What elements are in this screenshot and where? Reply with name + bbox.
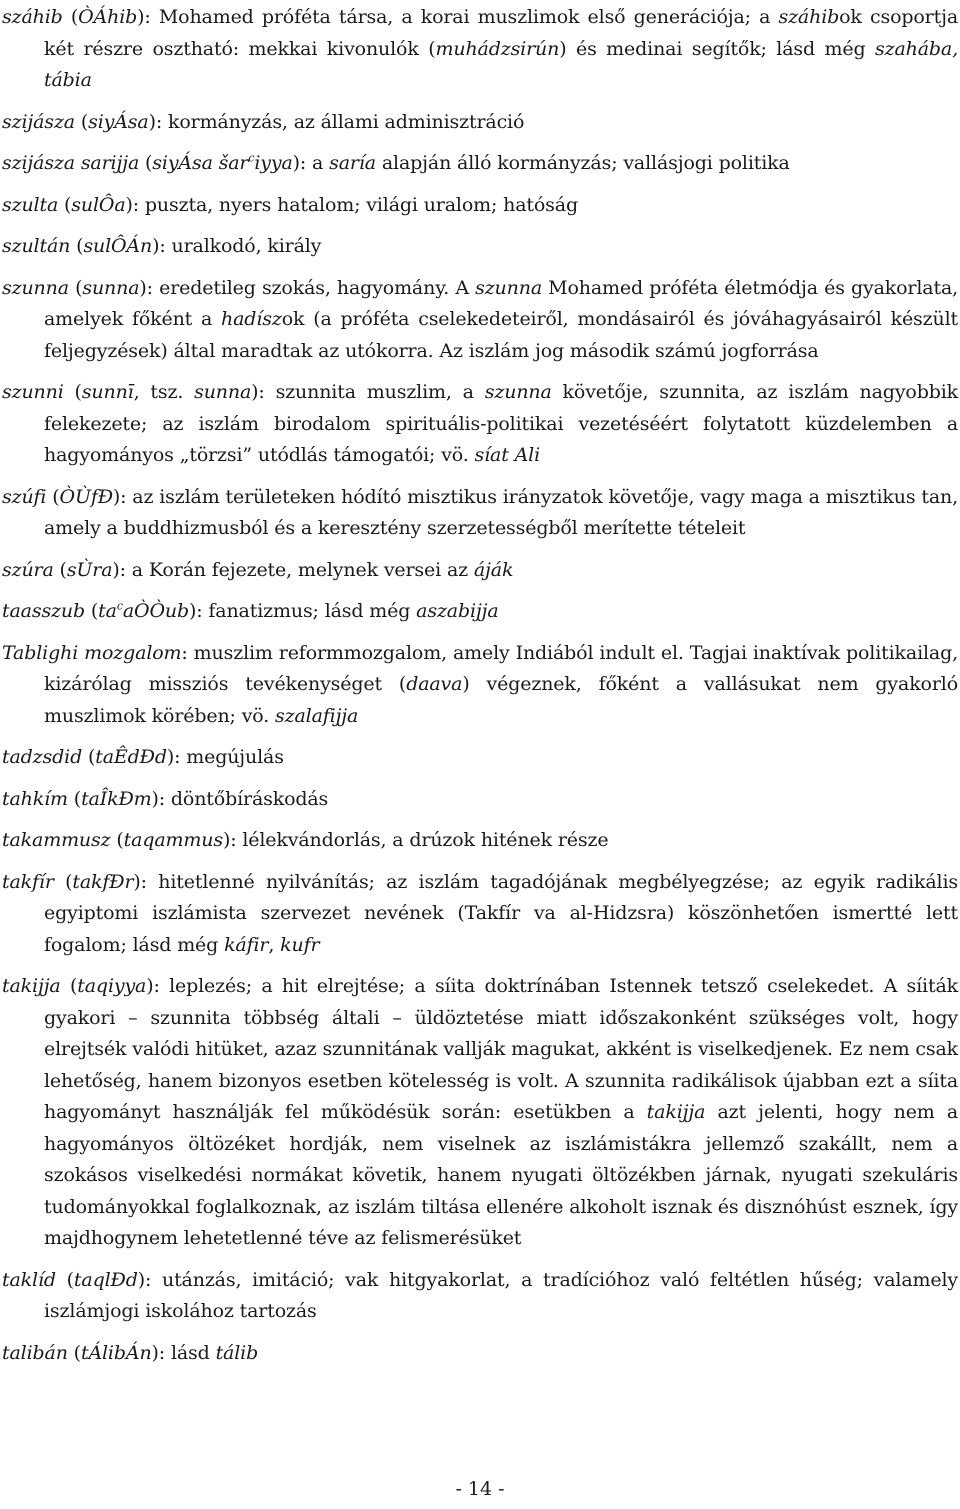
entry-italic-text: saría [329,152,376,174]
entry-italic-text: száhib [2,6,63,28]
entry-superscript: c [116,599,123,613]
entry-italic-text: hadísz [221,308,282,330]
entry-text: , [268,933,281,956]
entry-text: ): megújulás [166,746,284,768]
entry-italic-text: takijja [646,1101,706,1123]
entry-italic-text: szalafijja [275,704,359,727]
glossary-entry [2,377,958,472]
glossary-entry [2,107,958,139]
entry-italic-text: áják [473,558,514,581]
entry-superscript: c [248,151,255,165]
entry-italic-text: sulÔa [71,193,126,216]
entry-text: ): puszta, nyers hatalom; világi uralom; hatóság [125,193,578,216]
entry-italic-text: szulta [2,193,59,216]
entry-italic-text: szahába, tábia [44,37,958,91]
entry-italic-text: taqammus [123,829,223,851]
page-number: - 14 - [455,1478,505,1500]
entry-italic-text: Tablighi mozgalom [2,641,182,664]
glossary-entry [2,596,958,628]
entry-text: ): uralkodó, király [152,235,322,257]
entry-italic-text: taqlÐd [73,1268,138,1291]
entry-text: azt jelenti, hogy nem a hagyományos öltözéket hordják, nem viselnek az iszlámistákra jellemző szakállt, nem a szokásos viselkedési normákat követik, hanem nyugati öltözékben járnak, nyugati szekuláris tudományokkal foglalkoznak, az iszlám tiltása ellenére alkoholt isznak és disznóhúst esznek, így majdhogynem lehetetlenné téve az felismerésüket [44,1101,958,1249]
entry-text: ( [139,152,153,174]
entry-text: ( [58,193,72,216]
entry-italic-text: szijásza [2,110,75,133]
entry-italic-text: szúra [2,558,54,581]
glossary-entry [2,482,958,545]
entry-text: ( [70,235,84,257]
entry-italic-text: síat Ali [474,444,541,466]
entry-italic-text: szultán [2,235,71,257]
glossary-entry [2,148,958,180]
entry-italic-text: sunna [194,381,252,403]
glossary-entries [2,2,958,1379]
entry-italic-text: tahkím [2,787,68,810]
entry-text: ( [68,276,83,299]
entry-text: ): az iszlám területeken hódító misztikus irányzatok követője, vagy maga a misztikus tan, amely a buddhizmusból és a keresztény szerzetességből merítette tételeit [44,485,958,539]
entry-italic-text: siyÁsa šar [152,152,249,174]
entry-text: ): döntőbíráskodás [151,787,329,810]
entry-text: , tsz. [133,381,195,403]
entry-italic-text: takammusz [2,829,111,851]
entry-italic-text: tálib [215,1341,259,1364]
glossary-entry [2,1265,958,1328]
entry-text: ): a Korán fejezete, melynek versei az [112,558,474,581]
entry-text: ( [82,746,96,768]
glossary-entry [2,190,958,222]
entry-italic-text: takfÐr [72,870,134,893]
entry-italic-text: szunna [475,276,542,299]
entry-italic-text: talibán [2,1341,68,1364]
entry-text: ( [53,870,73,893]
entry-italic-text: siyÁsa [88,110,149,133]
entry-text: ( [62,6,79,28]
entry-text: ): kormányzás, az állami adminisztráció [148,110,525,133]
entry-text: alapján álló kormányzás; vallásjogi politika [375,152,790,174]
entry-italic-text: tÁlibÁn [80,1341,152,1364]
entry-italic-text: taÎkÐm [81,787,152,810]
entry-text: ): hitetlenné nyilvánítás; az iszlám tagadójának megbélyegzése; az egyik radikális egyiptomi iszlámista szervezet nevének (Takfír va al-Hidzsra) köszönhetően ismertté lett fogalom; lásd még [44,870,958,956]
entry-text: ok csoportja két részre osztható: mekkai kivonulók ( [44,6,958,60]
entry-text: ( [60,975,78,997]
entry-text: ): fanatizmus; lásd még [189,600,417,622]
entry-text: ( [85,600,99,622]
entry-text: ( [110,829,124,851]
entry-italic-text: tadzsdid [2,746,83,768]
entry-italic-text: kufr [280,933,320,956]
entry-text: ): szunnita muszlim, a [251,381,485,403]
entry-text: ): Mohamed próféta társa, a korai muszlimok első generációja; a [137,6,779,28]
entry-text: ( [63,381,82,403]
entry-text: ( [53,558,67,581]
entry-italic-text: szúfi [2,485,47,508]
entry-italic-text: káfir [224,933,269,956]
entry-italic-text: ÒÁhib [78,6,138,28]
entry-italic-text: takfír [2,870,54,893]
entry-italic-text: taqiyya [77,975,147,997]
glossary-entry [2,638,958,733]
entry-text: ( [55,1268,74,1291]
entry-italic-text: ta [98,600,117,622]
entry-text: ( [46,485,60,508]
entry-italic-text: aszabijja [416,600,499,622]
entry-text: ): leplezés; a hit elrejtése; a síita doktrínában Istennek tetsző cselekedet. A síiták gyakori – szunnita többség általi – üldöztetése miatt időszakonként szükséges volt, hogy elrejtsék valódi hitüket, azaz szunnitának vallják magukat, akként is viselkedjenek. Ez nem csak lehetőség, hanem bizonyos esetben kötelesség is volt. A szunnita radikálisok újabban ezt a síita hagyományt használják fel működésük során: esetükben a [44,975,959,1123]
glossary-entry [2,784,958,816]
entry-text: ( [67,1341,81,1364]
entry-text: ): utánzás, imitáció; vak hitgyakorlat, a tradícióhoz való feltétlen hűség; valamely iszlámjogi iskolához tartozás [44,1268,958,1322]
entry-text: ( [67,787,82,810]
glossary-entry [2,742,958,774]
entry-text: ): eredetileg szokás, hagyomány. A [139,276,476,299]
glossary-entry [2,2,958,97]
entry-italic-text: takijja [2,975,61,997]
entry-italic-text: taasszub [2,600,86,622]
entry-text: ): lásd [151,1341,216,1364]
entry-italic-text: muhádzsirún [435,37,560,60]
glossary-entry [2,273,958,368]
glossary-entry [2,971,958,1255]
entry-italic-text: taÊdÐd [95,746,167,768]
entry-italic-text: taklíd [2,1268,56,1291]
entry-text: ): lélekvándorlás, a drúzok hitének része [222,829,609,851]
entry-italic-text: szunna [484,381,552,403]
glossary-entry [2,1338,958,1370]
entry-text: : muszlim reformmozgalom, amely Indiából indult el. Tagjai inaktívak politikailag, kizárólag missziós tevékenységet ( [44,641,959,695]
entry-italic-text: daava [406,673,463,695]
entry-text: ) végeznek, főként a vallásukat nem gyakorló muszlimok körében; vö. [44,673,958,727]
glossary-entry [2,231,958,263]
entry-italic-text: sunna [82,276,140,299]
entry-text: követője, szunnita, az iszlám nagyobbik felekezete; az iszlám birodalom spirituális-politikai vezetéséért folytatott küzdelemben a hagyományos „törzsi” utódlás támogatói; vö. [44,381,959,466]
entry-italic-text: aÒÒub [122,600,189,622]
entry-italic-text: ÒÙfÐ [59,485,113,508]
entry-text: Mohamed próféta életmódja és gyakorlata, amelyek főként a [44,276,959,330]
entry-text: ): a [292,152,330,174]
entry-italic-text: sulÔÁn [83,235,153,257]
entry-text: ok (a próféta cselekedeteiről, mondásairól és jóváhagyásairól készült feljegyzések) által maradtak az utókorra. Az iszlám jog második számú jogforrása [44,308,958,362]
entry-italic-text: iyya [254,152,293,174]
entry-italic-text: szijásza sarijja [2,152,140,174]
entry-italic-text: sÙra [66,558,113,581]
entry-text: ) és medinai segítők; lásd még [559,37,876,60]
entry-italic-text: száhib [778,6,840,28]
glossary-entry [2,867,958,962]
glossary-entry [2,825,958,857]
glossary-entry [2,555,958,587]
entry-italic-text: szunni [2,381,64,403]
entry-text: ( [74,110,89,133]
entry-italic-text: sunnī [81,381,134,403]
entry-italic-text: szunna [2,276,69,299]
